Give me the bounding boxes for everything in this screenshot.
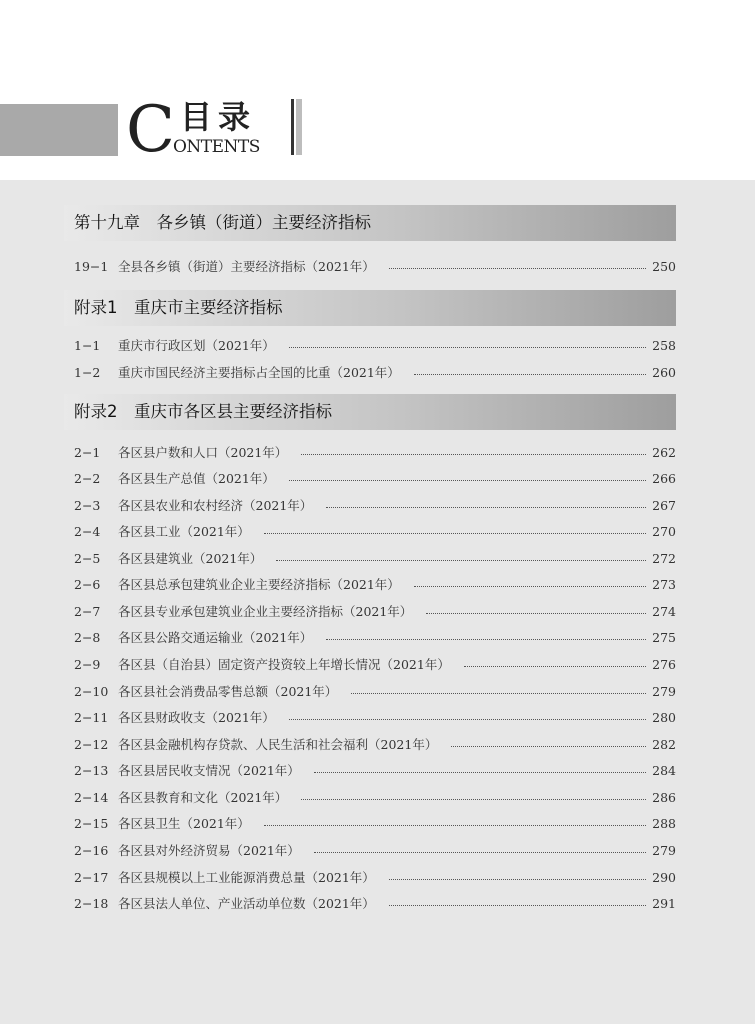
entry-number: 2−11 xyxy=(74,709,109,725)
dot-leader xyxy=(464,666,646,667)
dot-leader xyxy=(314,772,646,773)
entry-title: 各区县财政收支（2021年） xyxy=(118,710,275,725)
toc-entry[interactable] xyxy=(74,334,676,356)
entry-title: 各区县（自治县）固定资产投资较上年增长情况（2021年） xyxy=(118,657,450,672)
entry-page: 258 xyxy=(652,337,676,353)
toc-entry[interactable] xyxy=(74,547,676,569)
dot-leader xyxy=(289,480,646,481)
dot-leader xyxy=(276,560,646,561)
entry-page: 273 xyxy=(652,576,676,592)
dot-leader xyxy=(389,905,646,906)
section-heading-text: 第十九章 各乡镇（街道）主要经济指标 xyxy=(74,213,371,232)
entry-title: 各区县社会消费品零售总额（2021年） xyxy=(118,684,338,699)
entry-title: 各区县公路交通运输业（2021年） xyxy=(118,630,313,645)
entry-number: 2−7 xyxy=(74,603,101,619)
toc-entry[interactable] xyxy=(74,892,676,914)
entry-number: 2−15 xyxy=(74,815,109,831)
entry-page: 260 xyxy=(652,364,676,380)
entry-page: 250 xyxy=(652,258,676,274)
toc-entry[interactable] xyxy=(74,520,676,542)
toc-entry[interactable] xyxy=(74,441,676,463)
entry-page: 279 xyxy=(652,683,676,699)
logo-letter-c: C xyxy=(126,93,175,167)
dot-leader xyxy=(351,693,646,694)
entry-title: 各区县法人单位、产业活动单位数（2021年） xyxy=(118,896,375,911)
entry-number: 2−4 xyxy=(74,523,101,539)
entry-page: 272 xyxy=(652,550,676,566)
logo-rule-light xyxy=(296,99,302,155)
dot-leader xyxy=(326,639,646,640)
entry-page: 275 xyxy=(652,629,676,645)
entry-title: 各区县金融机构存贷款、人民生活和社会福利（2021年） xyxy=(118,737,438,752)
toc-entry[interactable] xyxy=(74,467,676,489)
entry-title: 各区县户数和人口（2021年） xyxy=(118,445,288,460)
toc-entry[interactable] xyxy=(74,839,676,861)
entry-page: 282 xyxy=(652,736,676,752)
entry-number: 2−2 xyxy=(74,470,101,486)
dot-leader xyxy=(414,586,646,587)
entry-number: 2−18 xyxy=(74,895,109,911)
entry-title: 各区县工业（2021年） xyxy=(118,524,250,539)
entry-page: 284 xyxy=(652,762,676,778)
entry-title: 各区县生产总值（2021年） xyxy=(118,471,275,486)
entry-title: 各区县专业承包建筑业企业主要经济指标（2021年） xyxy=(118,604,413,619)
entry-title: 各区县总承包建筑业企业主要经济指标（2021年） xyxy=(118,577,400,592)
dot-leader xyxy=(301,799,646,800)
entry-number: 2−3 xyxy=(74,497,101,513)
entry-number: 2−5 xyxy=(74,550,101,566)
toc-entry[interactable] xyxy=(74,733,676,755)
entry-number: 2−6 xyxy=(74,576,101,592)
entry-number: 1−1 xyxy=(74,337,101,353)
entry-page: 291 xyxy=(652,895,676,911)
entry-title: 各区县教育和文化（2021年） xyxy=(118,790,288,805)
toc-entry[interactable] xyxy=(74,626,676,648)
toc-entry[interactable] xyxy=(74,494,676,516)
entry-page: 266 xyxy=(652,470,676,486)
entry-number: 2−8 xyxy=(74,629,101,645)
section-heading-text: 附录2 重庆市各区县主要经济指标 xyxy=(74,402,332,421)
entry-number: 19−1 xyxy=(74,258,109,274)
toc-entry[interactable] xyxy=(74,786,676,808)
dot-leader xyxy=(314,852,646,853)
toc-entry[interactable] xyxy=(74,573,676,595)
entry-title: 各区县规模以上工业能源消费总量（2021年） xyxy=(118,870,375,885)
entry-title: 各区县建筑业（2021年） xyxy=(118,551,263,566)
entry-title: 重庆市国民经济主要指标占全国的比重（2021年） xyxy=(118,365,400,380)
toc-entry[interactable] xyxy=(74,812,676,834)
entry-number: 2−16 xyxy=(74,842,109,858)
toc-entry[interactable] xyxy=(74,653,676,675)
entry-number: 2−17 xyxy=(74,869,109,885)
entry-page: 262 xyxy=(652,444,676,460)
dot-leader xyxy=(326,507,646,508)
entry-title: 全县各乡镇（街道）主要经济指标（2021年） xyxy=(118,259,375,274)
entry-number: 2−12 xyxy=(74,736,109,752)
dot-leader xyxy=(301,454,646,455)
logo-rule-dark xyxy=(291,99,294,155)
header-accent-bar xyxy=(0,104,118,156)
toc-entry[interactable] xyxy=(74,255,676,277)
toc-entry[interactable] xyxy=(74,759,676,781)
entry-number: 2−13 xyxy=(74,762,109,778)
entry-page: 290 xyxy=(652,869,676,885)
entry-title: 各区县居民收支情况（2021年） xyxy=(118,763,300,778)
dot-leader xyxy=(389,879,646,880)
dot-leader xyxy=(264,825,646,826)
contents-logo xyxy=(124,93,320,167)
entry-title: 各区县对外经济贸易（2021年） xyxy=(118,843,300,858)
dot-leader xyxy=(264,533,646,534)
dot-leader xyxy=(389,268,646,269)
entry-title: 各区县卫生（2021年） xyxy=(118,816,250,831)
dot-leader xyxy=(451,746,646,747)
entry-number: 2−1 xyxy=(74,444,101,460)
entry-page: 280 xyxy=(652,709,676,725)
entry-number: 2−14 xyxy=(74,789,109,805)
title-english: ONTENTS xyxy=(173,137,260,157)
toc-entry[interactable] xyxy=(74,680,676,702)
entry-page: 276 xyxy=(652,656,676,672)
entry-title: 重庆市行政区划（2021年） xyxy=(118,338,275,353)
title-chinese: 目录 xyxy=(180,98,257,136)
toc-entry[interactable] xyxy=(74,866,676,888)
entry-number: 2−10 xyxy=(74,683,109,699)
entry-page: 267 xyxy=(652,497,676,513)
entry-page: 274 xyxy=(652,603,676,619)
dot-leader xyxy=(426,613,646,614)
section-heading-text: 附录1 重庆市主要经济指标 xyxy=(74,298,283,317)
entry-number: 2−9 xyxy=(74,656,101,672)
toc-entry[interactable] xyxy=(74,600,676,622)
dot-leader xyxy=(414,374,646,375)
dot-leader xyxy=(289,719,646,720)
entry-page: 270 xyxy=(652,523,676,539)
entry-page: 288 xyxy=(652,815,676,831)
section-heading xyxy=(64,290,676,326)
section-heading xyxy=(64,394,676,430)
entry-number: 1−2 xyxy=(74,364,101,380)
entry-title: 各区县农业和农村经济（2021年） xyxy=(118,498,313,513)
section-heading xyxy=(64,205,676,241)
toc-entry[interactable] xyxy=(74,361,676,383)
dot-leader xyxy=(289,347,646,348)
toc-entry[interactable] xyxy=(74,706,676,728)
entry-page: 279 xyxy=(652,842,676,858)
entry-page: 286 xyxy=(652,789,676,805)
